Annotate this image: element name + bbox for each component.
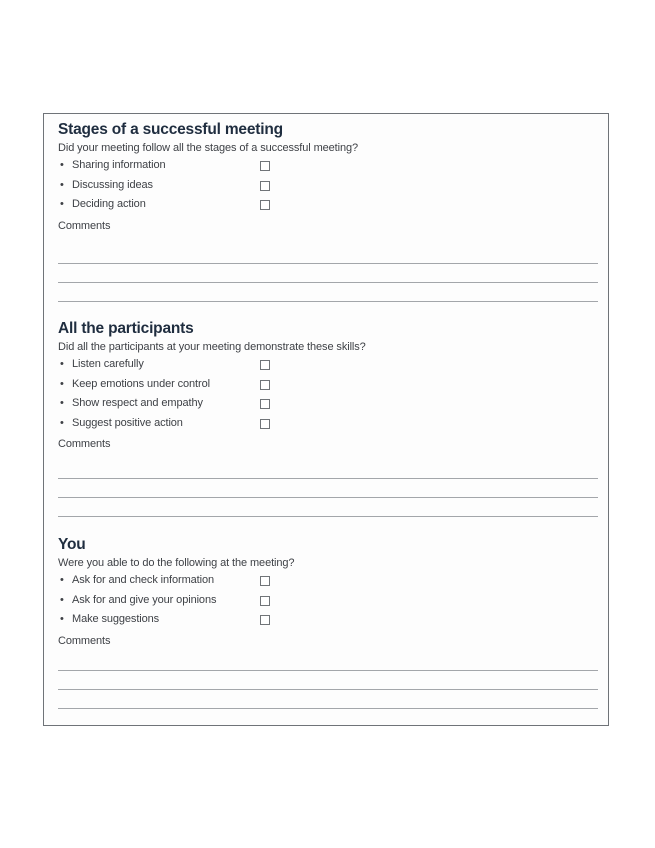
bullet-icon: • [60,593,64,606]
meeting-checklist-form [43,113,609,726]
item-label: Suggest positive action [72,416,183,429]
item-label: Show respect and empathy [72,397,203,409]
checkbox[interactable] [260,576,270,586]
item-label: Discussing ideas [72,178,153,191]
comment-line[interactable] [58,478,598,479]
bullet-icon: • [60,377,64,390]
comment-line[interactable] [58,516,598,517]
section-participants [58,320,598,452]
checkbox[interactable] [260,200,270,210]
comment-line[interactable] [58,497,598,498]
section-question: Did all the participants at your meeting demonstrate these skills? [58,341,366,353]
checklist [58,571,598,630]
bullet-icon: • [60,397,64,409]
checklist [58,156,598,215]
bullet-icon: • [60,574,64,586]
checkbox[interactable] [260,181,270,191]
item-label: Ask for and check information [72,574,215,586]
checkbox[interactable] [260,419,270,429]
checkbox[interactable] [260,360,270,370]
checklist-item-sharing-information [58,156,598,176]
item-label: Keep emotions under control [72,377,210,390]
bullet-icon: • [60,198,64,210]
bullet-icon: • [60,613,64,625]
checkbox[interactable] [260,399,270,409]
section-question: Were you able to do the following at the meeting? [58,557,295,569]
checklist-item-keep-emotions [58,375,598,395]
bullet-icon: • [60,178,64,191]
checkbox[interactable] [260,596,270,606]
checklist-item-deciding-action [58,195,598,215]
item-label: Ask for and give your opinions [72,593,217,606]
checklist [58,355,598,433]
section-title: All the participants [58,320,194,337]
checklist-item-suggest-positive-action [58,414,598,434]
comments-label: Comments [58,438,111,450]
comments-label: Comments [58,634,111,647]
section-title: You [58,536,86,553]
checklist-item-discussing-ideas [58,176,598,196]
comments-label: Comments [58,219,111,232]
checklist-item-check-information [58,571,598,591]
checkbox[interactable] [260,380,270,390]
bullet-icon: • [60,358,64,370]
comment-line[interactable] [58,708,598,709]
item-label: Make suggestions [72,613,160,625]
checklist-item-make-suggestions [58,610,598,630]
checklist-item-show-respect [58,394,598,414]
section-stages [58,121,598,234]
bullet-icon: • [60,416,64,429]
item-label: Deciding action [72,198,146,210]
checklist-item-listen-carefully [58,355,598,375]
item-label: Sharing information [72,159,166,171]
comment-line[interactable] [58,282,598,283]
section-you [58,536,598,649]
checkbox[interactable] [260,161,270,171]
bullet-icon: • [60,159,64,171]
checkbox[interactable] [260,615,270,625]
comment-line[interactable] [58,670,598,671]
comment-line[interactable] [58,263,598,264]
checklist-item-give-opinions [58,591,598,611]
item-label: Listen carefully [72,358,144,370]
section-title: Stages of a successful meeting [58,121,283,138]
section-question: Did your meeting follow all the stages of a successful meeting? [58,142,359,154]
comment-line[interactable] [58,689,598,690]
comment-line[interactable] [58,301,598,302]
